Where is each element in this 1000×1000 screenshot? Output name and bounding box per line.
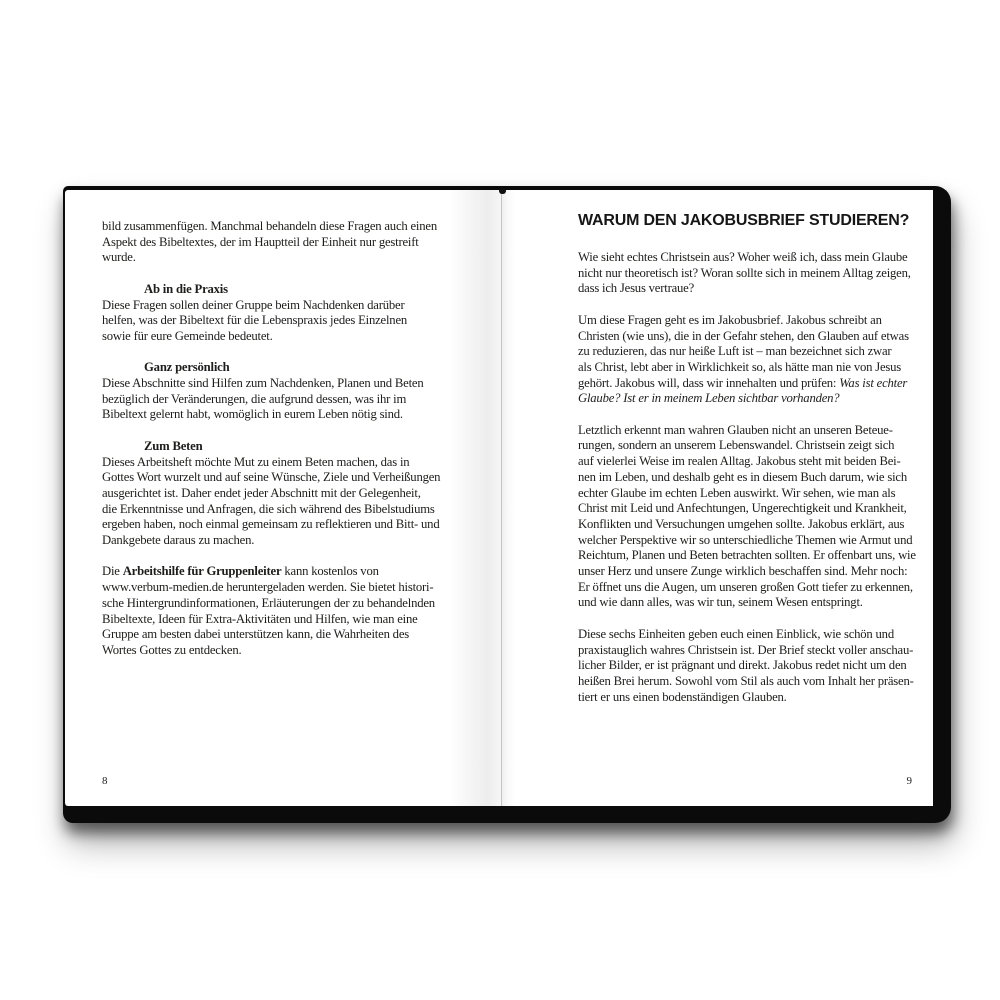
text-line: auf vielerlei Weise im realen Alltag. Jakobus steht mit beiden Bei- <box>578 454 901 469</box>
book-spread <box>63 186 951 823</box>
text-line: ausgerichtet ist. Daher endet jeder Abschnitt mit der Gelegenheit, <box>102 485 421 500</box>
text-line: dass ich Jesus vertraue? <box>578 281 695 296</box>
text-line: www.verbum-medien.de heruntergeladen werden. Sie bietet histori- <box>102 580 434 595</box>
page-number-right: 9 <box>906 775 912 787</box>
paragraph <box>578 250 928 297</box>
text-line: Wie sieht echtes Christsein aus? Woher weiß ich, dass mein Glaube <box>578 250 908 264</box>
text-line: als Christ, lebt aber in Wirklichkeit so, als hätte man nie von Jesus <box>578 359 902 374</box>
paragraph <box>102 219 452 266</box>
text-line: Bibeltexte, Ideen für Extra-Aktivitäten und Hilfen, wie man eine <box>102 611 418 626</box>
text-line: Aspekt des Bibeltextes, der im Hauptteil der Einheit nur gestreift <box>102 234 419 249</box>
text-line: rungen, sondern an unserem Lebenswandel. Christsein zeigt sich <box>578 438 895 453</box>
text-line: nen im Leben, und deshalb geht es in diesem Buch darum, wie sich <box>578 469 907 484</box>
right-page <box>502 190 933 806</box>
text-line: sowie für eure Gemeinde bedeutet. <box>102 328 273 343</box>
paragraph <box>102 564 452 658</box>
text-line: Letztlich erkennt man wahren Glauben nicht an unseren Beteue- <box>578 422 893 437</box>
text-line: Er öffnet uns die Augen, um unseren großen Gott tiefer zu erkennen, <box>578 579 913 594</box>
text-line: licher Bilder, er ist prägnant und direkt. Jakobus redet nicht um den <box>578 658 907 673</box>
text-line: Gruppe am besten dabei unterstützen kann, die Wahrheiten des <box>102 627 409 642</box>
page-number-left: 8 <box>102 775 108 787</box>
spine-notch <box>499 189 506 194</box>
text-line: praxistauglich wahres Christsein ist. Der Brief steckt voller anschau- <box>578 642 914 657</box>
text-line: wurde. <box>102 250 136 265</box>
paragraph <box>102 298 452 345</box>
text-line: echter Glaube im echten Leben auswirkt. Wir sehen, wie man als <box>578 485 896 500</box>
text-line: bezüglich der Veränderungen, die aufgrund dessen, was ihr im <box>102 391 407 406</box>
text-line: Glaube? Ist er in meinem Leben sichtbar vorhanden? <box>578 391 840 406</box>
section-heading: Ganz persönlich <box>144 360 230 375</box>
text-line: zu reduzieren, das nur heiße Luft ist – man bezeichnet sich zwar <box>578 344 892 359</box>
text-line: Wortes Gottes zu entdecken. <box>102 642 242 657</box>
text-line: Dieses Arbeitsheft möchte Mut zu einem Beten machen, das in <box>102 454 410 469</box>
left-page-text-column <box>102 219 452 659</box>
text-line: bild zusammenfügen. Manchmal behandeln diese Fragen auch einen <box>102 219 437 233</box>
text-line: Dankgebete daraus zu machen. <box>102 533 255 548</box>
paragraph <box>578 313 928 407</box>
text-line: Konflikten und Versuchungen umgehen sollte. Jakobus erklärt, aus <box>578 516 905 531</box>
text-line: Christ mit Leid und Anfechtungen, Ungerechtigkeit und Krankheit, <box>578 501 907 516</box>
text-line: sche Hintergrundinformationen, Erläuterungen der zu behandelnden <box>102 595 435 610</box>
text-line: ergeben haben, noch einmal gemeinsam zu reflektieren und Bitt- und <box>102 517 440 532</box>
text-line: welcher Perspektive wir so unterschiedliche Themen wie Armut und <box>578 532 913 547</box>
text-line: und wie dann alles, was wir tun, seinem Wesen entspringt. <box>578 595 863 610</box>
paragraph <box>578 423 928 611</box>
text-line: Diese sechs Einheiten geben euch einen Einblick, wie schön und <box>578 626 894 641</box>
text-line: heißen Brei herum. Sowohl vom Stil als auch vom Inhalt her präsen- <box>578 673 914 688</box>
text-line: Christen (wie uns), die in der Gefahr stehen, den Glauben auf etwas <box>578 328 909 343</box>
section-heading: Ab in die Praxis <box>144 281 228 296</box>
text-line: nicht nur theoretisch ist? Woran sollte sich in meinem Alltag zeigen, <box>578 265 911 280</box>
text-line: Bibeltext gelernt habt, womöglich in eurem Leben nötig sind. <box>102 407 403 422</box>
section-heading: Zum Beten <box>144 438 203 453</box>
text-line: tiert er uns einen bodenständigen Glauben. <box>578 689 787 704</box>
text-line: Diese Abschnitte sind Hilfen zum Nachdenken, Planen und Beten <box>102 376 424 390</box>
text-line: helfen, was der Bibeltext für die Lebenspraxis jedes Einzelnen <box>102 313 408 328</box>
left-page <box>65 190 502 806</box>
paragraph <box>578 627 928 706</box>
paragraph <box>102 455 452 549</box>
text-line: gehört. Jakobus will, dass wir innehalten und prüfen: Was ist echter <box>578 375 908 390</box>
text-line: Gottes Wort wurzelt und auf seine Wünsche, Ziele und Verheißungen <box>102 470 441 485</box>
text-line: die Erkenntnisse und Anfragen, die sich während des Bibelstudiums <box>102 501 435 516</box>
right-page-text-column <box>578 250 928 705</box>
text-line: Diese Fragen sollen deiner Gruppe beim Nachdenken darüber <box>102 297 405 312</box>
text-line: Reichtum, Planen und Beten betrachten sollten. Er offenbart uns, wie <box>578 548 916 563</box>
text-line: Die Arbeitshilfe für Gruppenleiter kann kostenlos von <box>102 564 379 579</box>
text-line: unser Herz und unsere Zunge wirklich beschaffen sind. Mehr noch: <box>578 564 908 579</box>
text-line: Um diese Fragen geht es im Jakobusbrief. Jakobus schreibt an <box>578 312 882 327</box>
paragraph <box>102 376 452 423</box>
chapter-title: WARUM DEN JAKOBUSBRIEF STUDIEREN? <box>578 212 910 229</box>
